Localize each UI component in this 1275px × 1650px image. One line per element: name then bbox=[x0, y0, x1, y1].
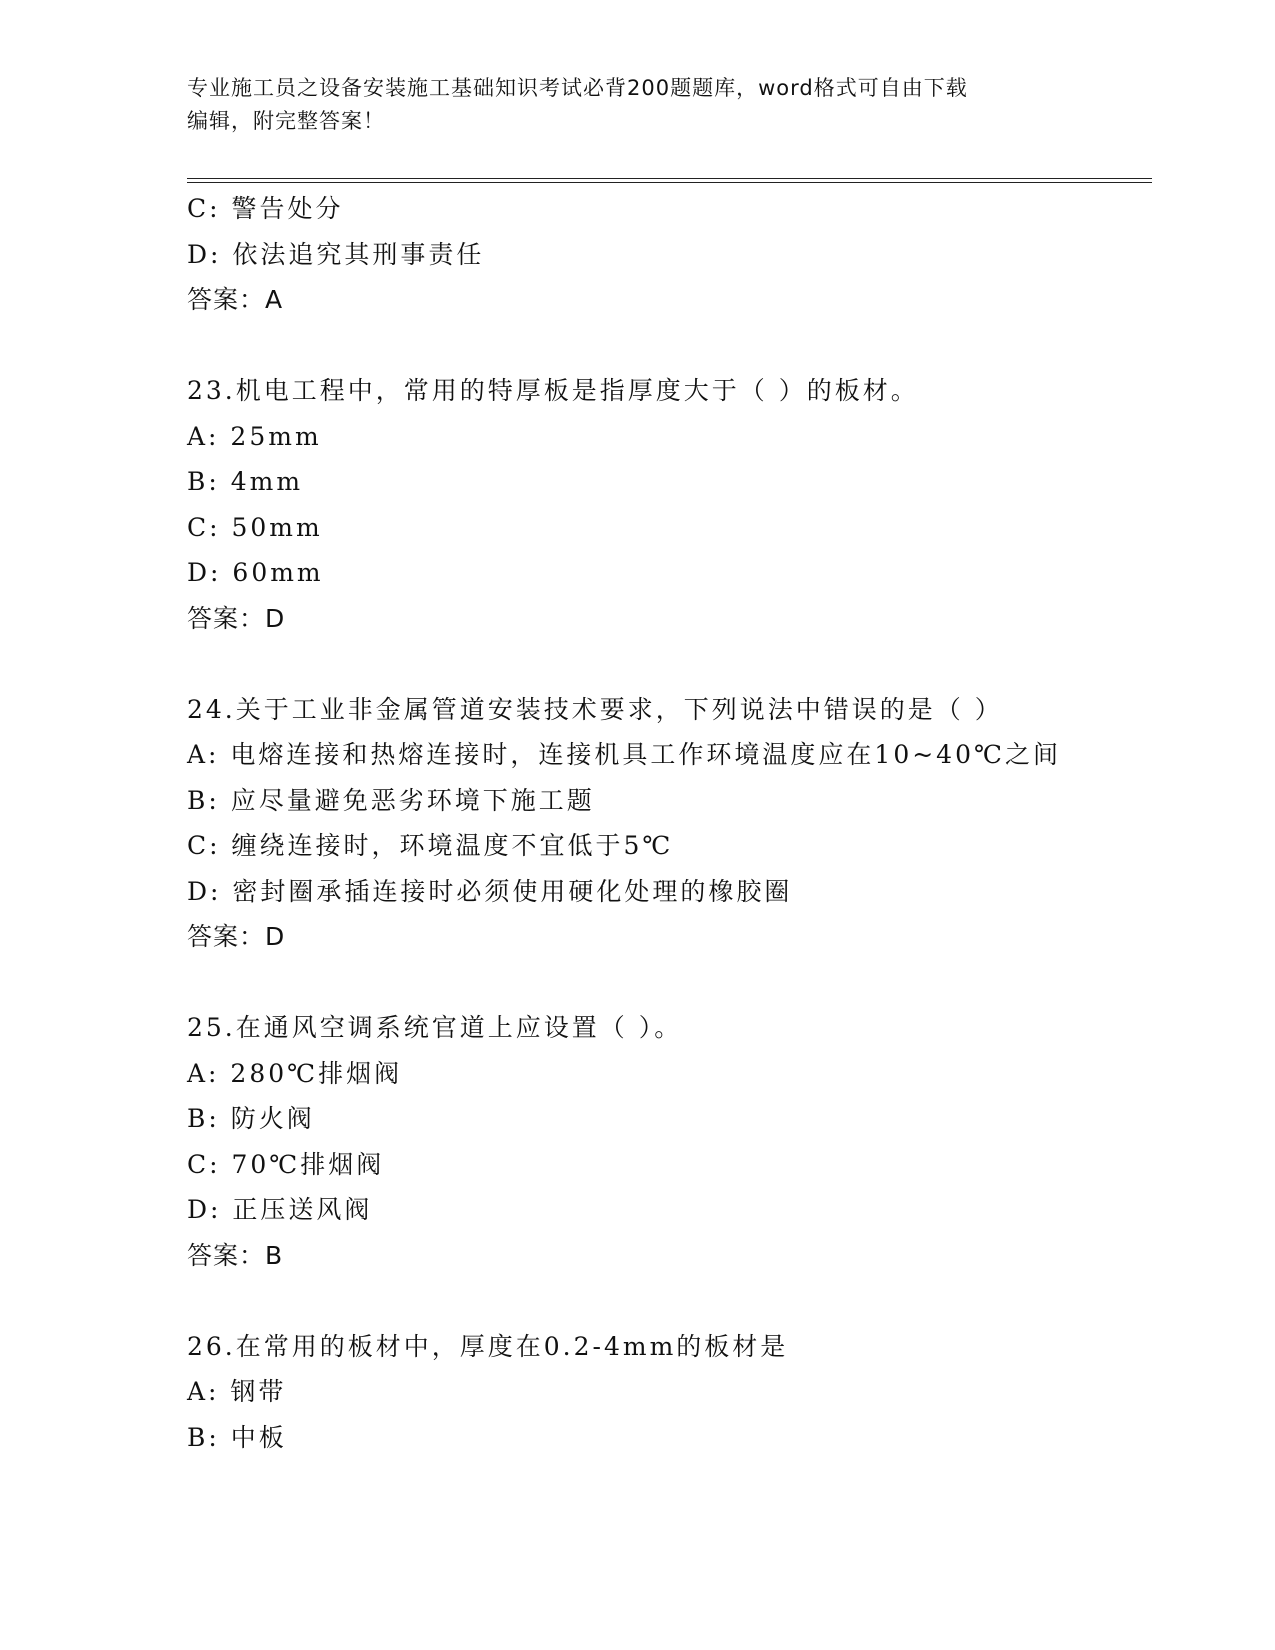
header-title-line-2: 编辑，附完整答案！ bbox=[187, 109, 385, 133]
question-25 bbox=[187, 1005, 1152, 1278]
document-header bbox=[187, 72, 1087, 138]
question-26 bbox=[187, 1324, 1152, 1461]
question-stem: 25.在通风空调系统官道上应设置（ ）。 bbox=[187, 1013, 683, 1042]
answer-line bbox=[187, 1233, 1152, 1279]
option-a: A: 电熔连接和热熔连接时，连接机具工作环境温度应在10~40℃之间 bbox=[187, 740, 1061, 769]
header-divider bbox=[187, 178, 1152, 183]
option-a: A: 280℃排烟阀 bbox=[187, 1058, 403, 1088]
option-d: D: 60mm bbox=[187, 558, 324, 587]
option-a: A: 25mm bbox=[187, 421, 322, 451]
spacer bbox=[187, 323, 1152, 369]
answer-label: 答案： bbox=[187, 603, 266, 633]
spacer bbox=[187, 1278, 1152, 1324]
answer-label: 答案： bbox=[187, 285, 266, 314]
option-c: C: 警告处分 bbox=[187, 194, 344, 223]
option-b: B: 防火阀 bbox=[187, 1104, 315, 1133]
question-list bbox=[187, 186, 1152, 1460]
option-d: D: 正压送风阀 bbox=[187, 1195, 373, 1224]
answer-label: 答案： bbox=[187, 1240, 266, 1270]
answer-line bbox=[187, 914, 1152, 960]
header-title-line-1: 专业施工员之设备安装施工基础知识考试必背200题题库，word格式可自由下载 bbox=[187, 76, 968, 100]
option-d: D: 密封圈承插连接时必须使用硬化处理的橡胶圈 bbox=[187, 876, 793, 906]
option-b: B: 4mm bbox=[187, 467, 304, 496]
option-a: A: 钢带 bbox=[187, 1377, 287, 1406]
answer-line bbox=[187, 596, 1152, 642]
option-c: C: 缠绕连接时，环境温度不宜低于5℃ bbox=[187, 831, 674, 860]
option-c: C: 70℃排烟阀 bbox=[187, 1149, 385, 1179]
answer-value: D bbox=[265, 922, 286, 951]
option-c: C: 50mm bbox=[187, 512, 323, 542]
answer-label: 答案： bbox=[187, 922, 266, 951]
answer-value: A bbox=[265, 285, 284, 314]
option-d: D: 依法追究其刑事责任 bbox=[187, 239, 485, 269]
question-stem: 23.机电工程中，常用的特厚板是指厚度大于（ ）的板材。 bbox=[187, 376, 919, 405]
question-stem: 26.在常用的板材中，厚度在0.2-4mm的板材是 bbox=[187, 1331, 789, 1361]
spacer bbox=[187, 960, 1152, 1006]
spacer bbox=[187, 641, 1152, 687]
question-stem: 24.关于工业非金属管道安装技术要求，下列说法中错误的是（ ） bbox=[187, 694, 1003, 724]
answer-value: D bbox=[265, 603, 286, 633]
answer-line bbox=[187, 277, 1152, 323]
question-22-continued bbox=[187, 186, 1152, 323]
answer-value: B bbox=[265, 1240, 284, 1270]
question-23 bbox=[187, 368, 1152, 641]
option-b: B: 应尽量避免恶劣环境下施工题 bbox=[187, 785, 595, 815]
question-24 bbox=[187, 687, 1152, 960]
option-b: B: 中板 bbox=[187, 1422, 287, 1452]
